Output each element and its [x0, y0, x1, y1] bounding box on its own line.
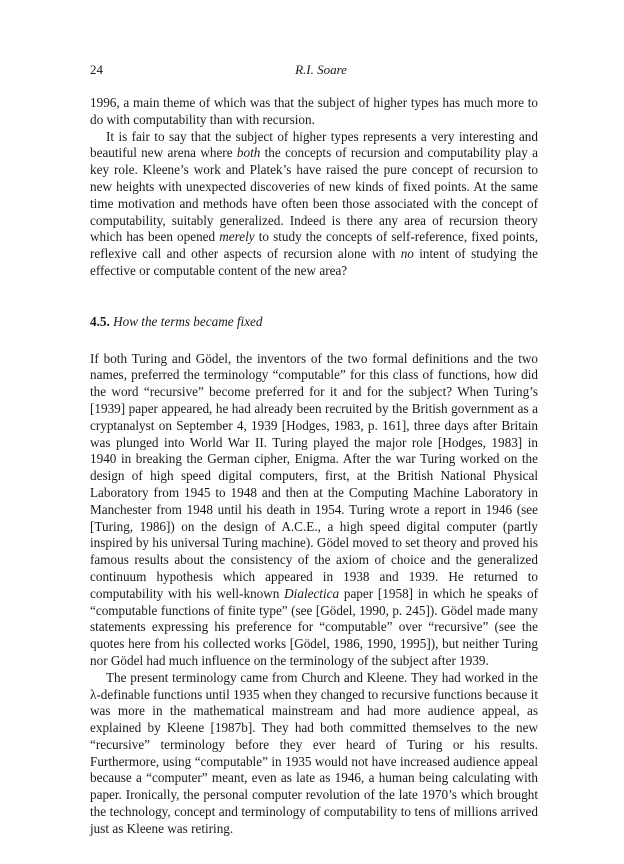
section-heading [90, 314, 538, 331]
page-body [90, 95, 538, 838]
page-number: 24 [90, 62, 103, 77]
paragraph-1: 1996, a main theme of which was that the subject of higher types has much more to do with computability than with recursion. [90, 95, 538, 127]
paragraph-3: If both Turing and Gödel, the inventors of the two formal definitions and the two names, preferred the terminology “computable” for this class of functions, how did the word “recursive” become preferred for it and for the subject? When Turing’s [1939] paper appeared, he had already been recruited by the British government as a cryptanalyst on September 4, 1939 [Hodges, 1983, p. 161], three days after Britain was plunged into World War II. Turing played the major role [Hodges, 1983] in 1940 in breaking the German cipher, Enigma. After the war Turing worked on the design of high speed digital computers, first, at the British National Physical Laboratory from 1945 to 1948 and then at the Computing Machine Laboratory in Manchester from 1948 until his death in 1954. Turing wrote a report in 1946 (see [Turing, 1986]) on the design of A.C.E., a high speed digital computer (partly inspired by his universal Turing machine). Gödel moved to set theory and proved his famous results about the consistency of the axiom of choice and the generalized continuum hypothesis which appeared in 1938 and 1939. He returned to computability with his well-known Dialectica paper [1958] in which he speaks of “computable functions of finite type” (see [Gödel, 1990, p. 245]). Gödel made many statements expressing his preference for “computable” over “recursive” (see the quotes here from his collected works [Gödel, 1986, 1990, 1995]), but neither Turing nor Gödel had much influence on the terminology of the subject after 1939. [90, 350, 538, 668]
paragraph-4: The present terminology came from Church and Kleene. They had worked in the λ-definable functions until 1935 when they changed to recursive functions because it was more in the mathematical mainstream and had more audience appeal, as explained by Kleene [1987b]. They had both committed themselves to the new “recursive” terminology before they ever heard of Turing or his results. Furthermore, using “computable” in 1935 would not have increased audience appeal because a “computer” meant, even as late as 1946, a human being calculating with paper. Ironically, the personal computer revolution of the late 1970’s which brought the technology, concept and terminology of computability to tens of millions arrived just as Kleene was retiring. [90, 669, 538, 836]
page-header [90, 62, 552, 82]
section-number: 4.5. [90, 313, 110, 329]
section-title: How the terms became fixed [113, 313, 263, 329]
paragraph-2: It is fair to say that the subject of higher types represents a very interesting and beautiful new arena where both the concepts of recursion and computability play a key role. Kleene’s work and Platek’s have raised the pure concept of recursion to new heights with unexpected discoveries of new kinds of fixed points. At the same time motivation and methods have often been those associated with the concept of computability, suitably generalized. Indeed is there any area of recursion theory which has been opened merely to study the concepts of self-reference, fixed points, reflexive call and other aspects of recursion alone with no intent of studying the effective or computable content of the new area? [90, 128, 538, 278]
running-head: R.I. Soare [295, 62, 347, 77]
